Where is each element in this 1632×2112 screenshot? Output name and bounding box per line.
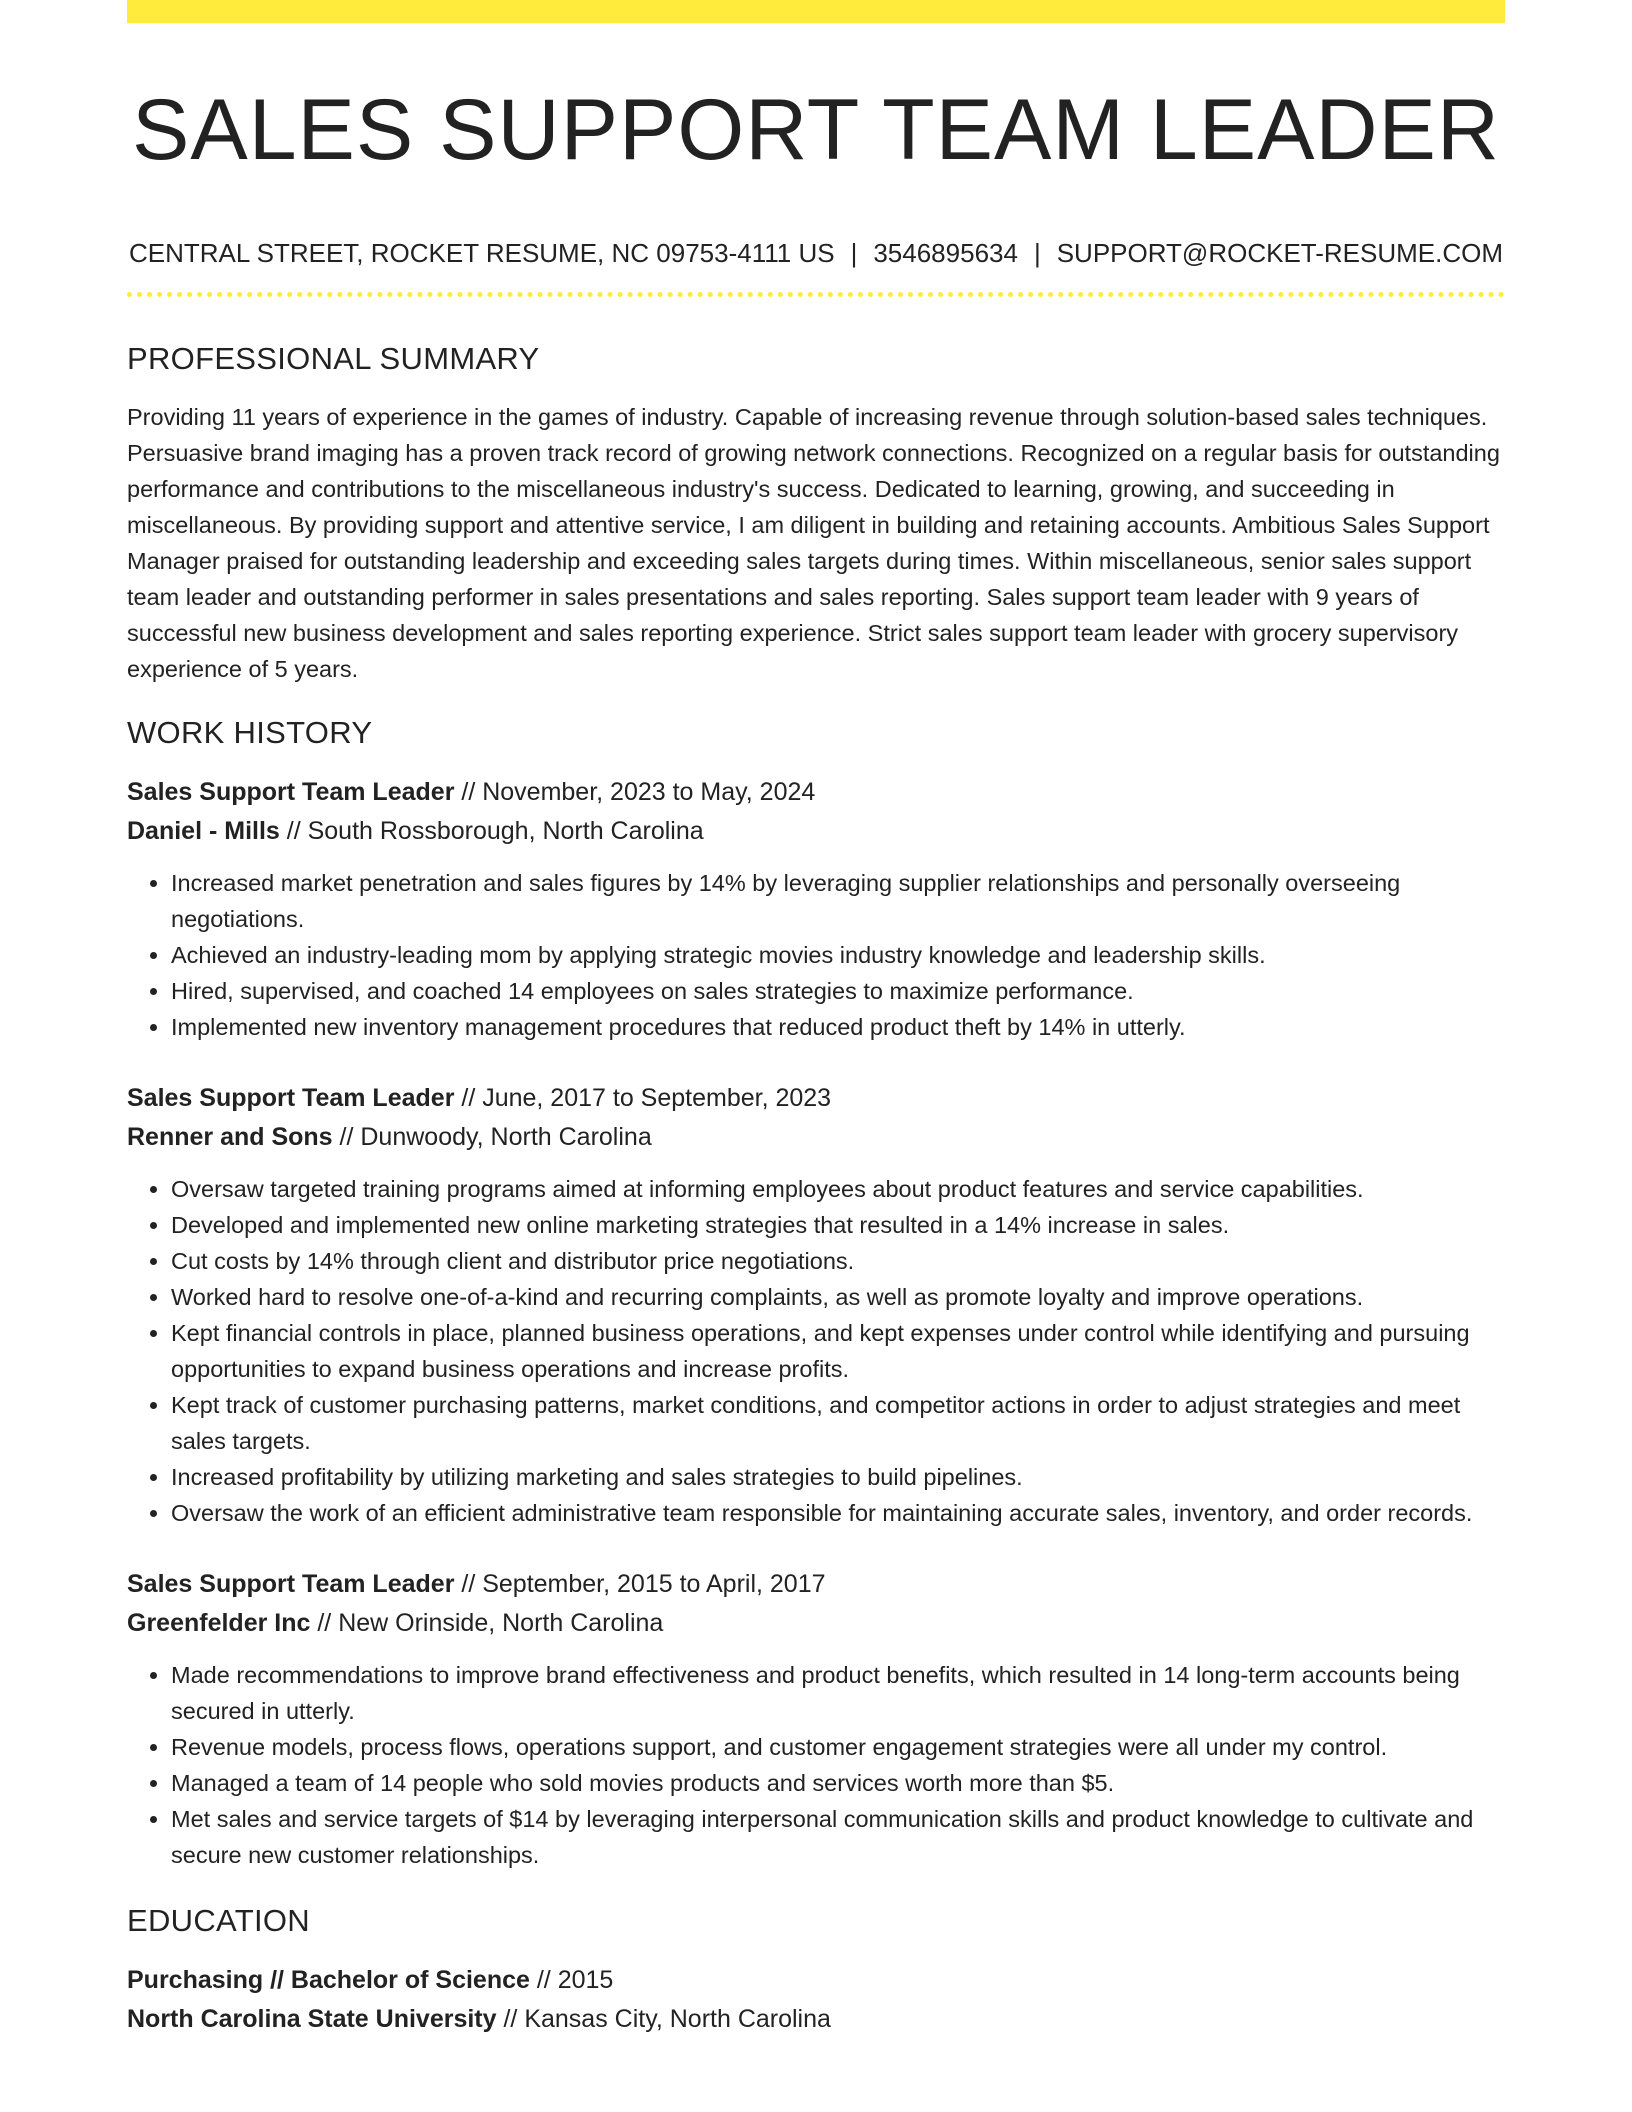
- job-bullets: [127, 1171, 1505, 1531]
- job-bullet: • Kept track of customer purchasing patterns, market conditions, and competitor actions in order to adjust strategies and meet sales targets.: [171, 1387, 1505, 1459]
- job-bullet: • Achieved an industry-leading mom by applying strategic movies industry knowledge and leadership skills.: [171, 937, 1505, 973]
- job-entry: [127, 1565, 1505, 1873]
- education-school: North Carolina State University: [127, 2005, 497, 2033]
- job-bullet: • Met sales and service targets of $14 by leveraging interpersonal communication skills and product knowledge to cultivate and secure new customer relationships.: [171, 1801, 1505, 1873]
- job-bullet: • Kept financial controls in place, planned business operations, and kept expenses under control while identifying and pursuing opportunities to expand business operations and increase profits.: [171, 1315, 1505, 1387]
- job-bullet: • Oversaw the work of an efficient administrative team responsible for maintaining accurate sales, inventory, and order records.: [171, 1495, 1505, 1531]
- job-location: // New Orinside, North Carolina: [310, 1609, 664, 1637]
- job-role: Sales Support Team Leader: [127, 778, 455, 806]
- job-company: Daniel - Mills: [127, 817, 280, 845]
- job-role-line: [127, 1565, 1505, 1604]
- job-bullet: • Developed and implemented new online marketing strategies that resulted in a 14% increase in sales.: [171, 1207, 1505, 1243]
- contact-separator: |: [850, 238, 858, 268]
- contact-address: CENTRAL STREET, ROCKET RESUME, NC 09753-4111 US: [128, 238, 835, 268]
- contact-line: [127, 238, 1505, 268]
- job-company: Greenfelder Inc: [127, 1609, 311, 1637]
- education-heading: EDUCATION: [127, 1903, 310, 1938]
- education-year: // 2015: [529, 1966, 614, 1994]
- job-company-line: [127, 1118, 1505, 1157]
- education-degree: Purchasing // Bachelor of Science: [127, 1966, 530, 1994]
- education-school-line: [127, 2000, 1505, 2039]
- job-company: Renner and Sons: [127, 1123, 333, 1151]
- job-location: // South Rossborough, North Carolina: [279, 817, 704, 845]
- education-location: // Kansas City, North Carolina: [496, 2005, 831, 2033]
- education-degree-line: [127, 1961, 1505, 2000]
- contact-email: SUPPORT@ROCKET-RESUME.COM: [1056, 238, 1504, 268]
- job-bullet: • Oversaw targeted training programs aimed at informing employees about product features and service capabilities.: [171, 1171, 1505, 1207]
- summary-heading: PROFESSIONAL SUMMARY: [127, 341, 540, 376]
- job-company-line: [127, 1604, 1505, 1643]
- job-dates: // September, 2015 to April, 2017: [454, 1570, 826, 1598]
- job-role: Sales Support Team Leader: [127, 1084, 455, 1112]
- job-dates: // June, 2017 to September, 2023: [454, 1084, 832, 1112]
- job-bullet: • Revenue models, process flows, operations support, and customer engagement strategies were all under my control.: [171, 1729, 1505, 1765]
- contact-phone: 3546895634: [873, 238, 1018, 268]
- summary-text: Providing 11 years of experience in the games of industry. Capable of increasing revenue through solution-based sales techniques. Persuasive brand imaging has a proven track record of growing network connections. Recognized on a regular basis for outstanding performance and contributions to the miscellaneous industry's success. Dedicated to learning, growing, and succeeding in miscellaneous. By providing support and attentive service, I am diligent in building and retaining accounts. Ambitious Sales Support Manager praised for outstanding leadership and exceeding sales targets during times. Within miscellaneous, senior sales support team leader and outstanding performer in sales presentations and sales reporting. Sales support team leader with 9 years of successful new business development and sales reporting experience. Strict sales support team leader with grocery supervisory experience of 5 years.: [127, 404, 1500, 682]
- job-bullet: • Worked hard to resolve one-of-a-kind and recurring complaints, as well as promote loyalty and improve operations.: [171, 1279, 1505, 1315]
- job-bullets: [127, 1657, 1505, 1873]
- job-bullet: • Increased market penetration and sales figures by 14% by leveraging supplier relationships and personally overseeing negotiations.: [171, 865, 1505, 937]
- education-entry: [127, 1961, 1505, 2039]
- job-bullet: • Made recommendations to improve brand effectiveness and product benefits, which resulted in 14 long-term accounts being secured in utterly.: [171, 1657, 1505, 1729]
- job-bullets: [127, 865, 1505, 1045]
- job-role: Sales Support Team Leader: [127, 1570, 455, 1598]
- dotted-divider: [127, 292, 1505, 297]
- candidate-title: SALES SUPPORT TEAM LEADER: [131, 82, 1501, 178]
- resume-content: [127, 0, 1505, 2039]
- job-bullet: • Implemented new inventory management procedures that reduced product theft by 14% in utterly.: [171, 1009, 1505, 1045]
- job-role-line: [127, 773, 1505, 812]
- job-bullet: • Cut costs by 14% through client and distributor price negotiations.: [171, 1243, 1505, 1279]
- job-role-line: [127, 1079, 1505, 1118]
- contact-separator: |: [1033, 238, 1041, 268]
- job-location: // Dunwoody, North Carolina: [332, 1123, 652, 1151]
- job-bullet: • Increased profitability by utilizing marketing and sales strategies to build pipelines.: [171, 1459, 1505, 1495]
- job-company-line: [127, 812, 1505, 851]
- work-history-heading: WORK HISTORY: [127, 715, 373, 750]
- job-dates: // November, 2023 to May, 2024: [454, 778, 816, 806]
- job-bullet: • Hired, supervised, and coached 14 employees on sales strategies to maximize performance.: [171, 973, 1505, 1009]
- job-entry: [127, 773, 1505, 1045]
- job-entry: [127, 1079, 1505, 1531]
- job-bullet: • Managed a team of 14 people who sold movies products and services worth more than $5.: [171, 1765, 1505, 1801]
